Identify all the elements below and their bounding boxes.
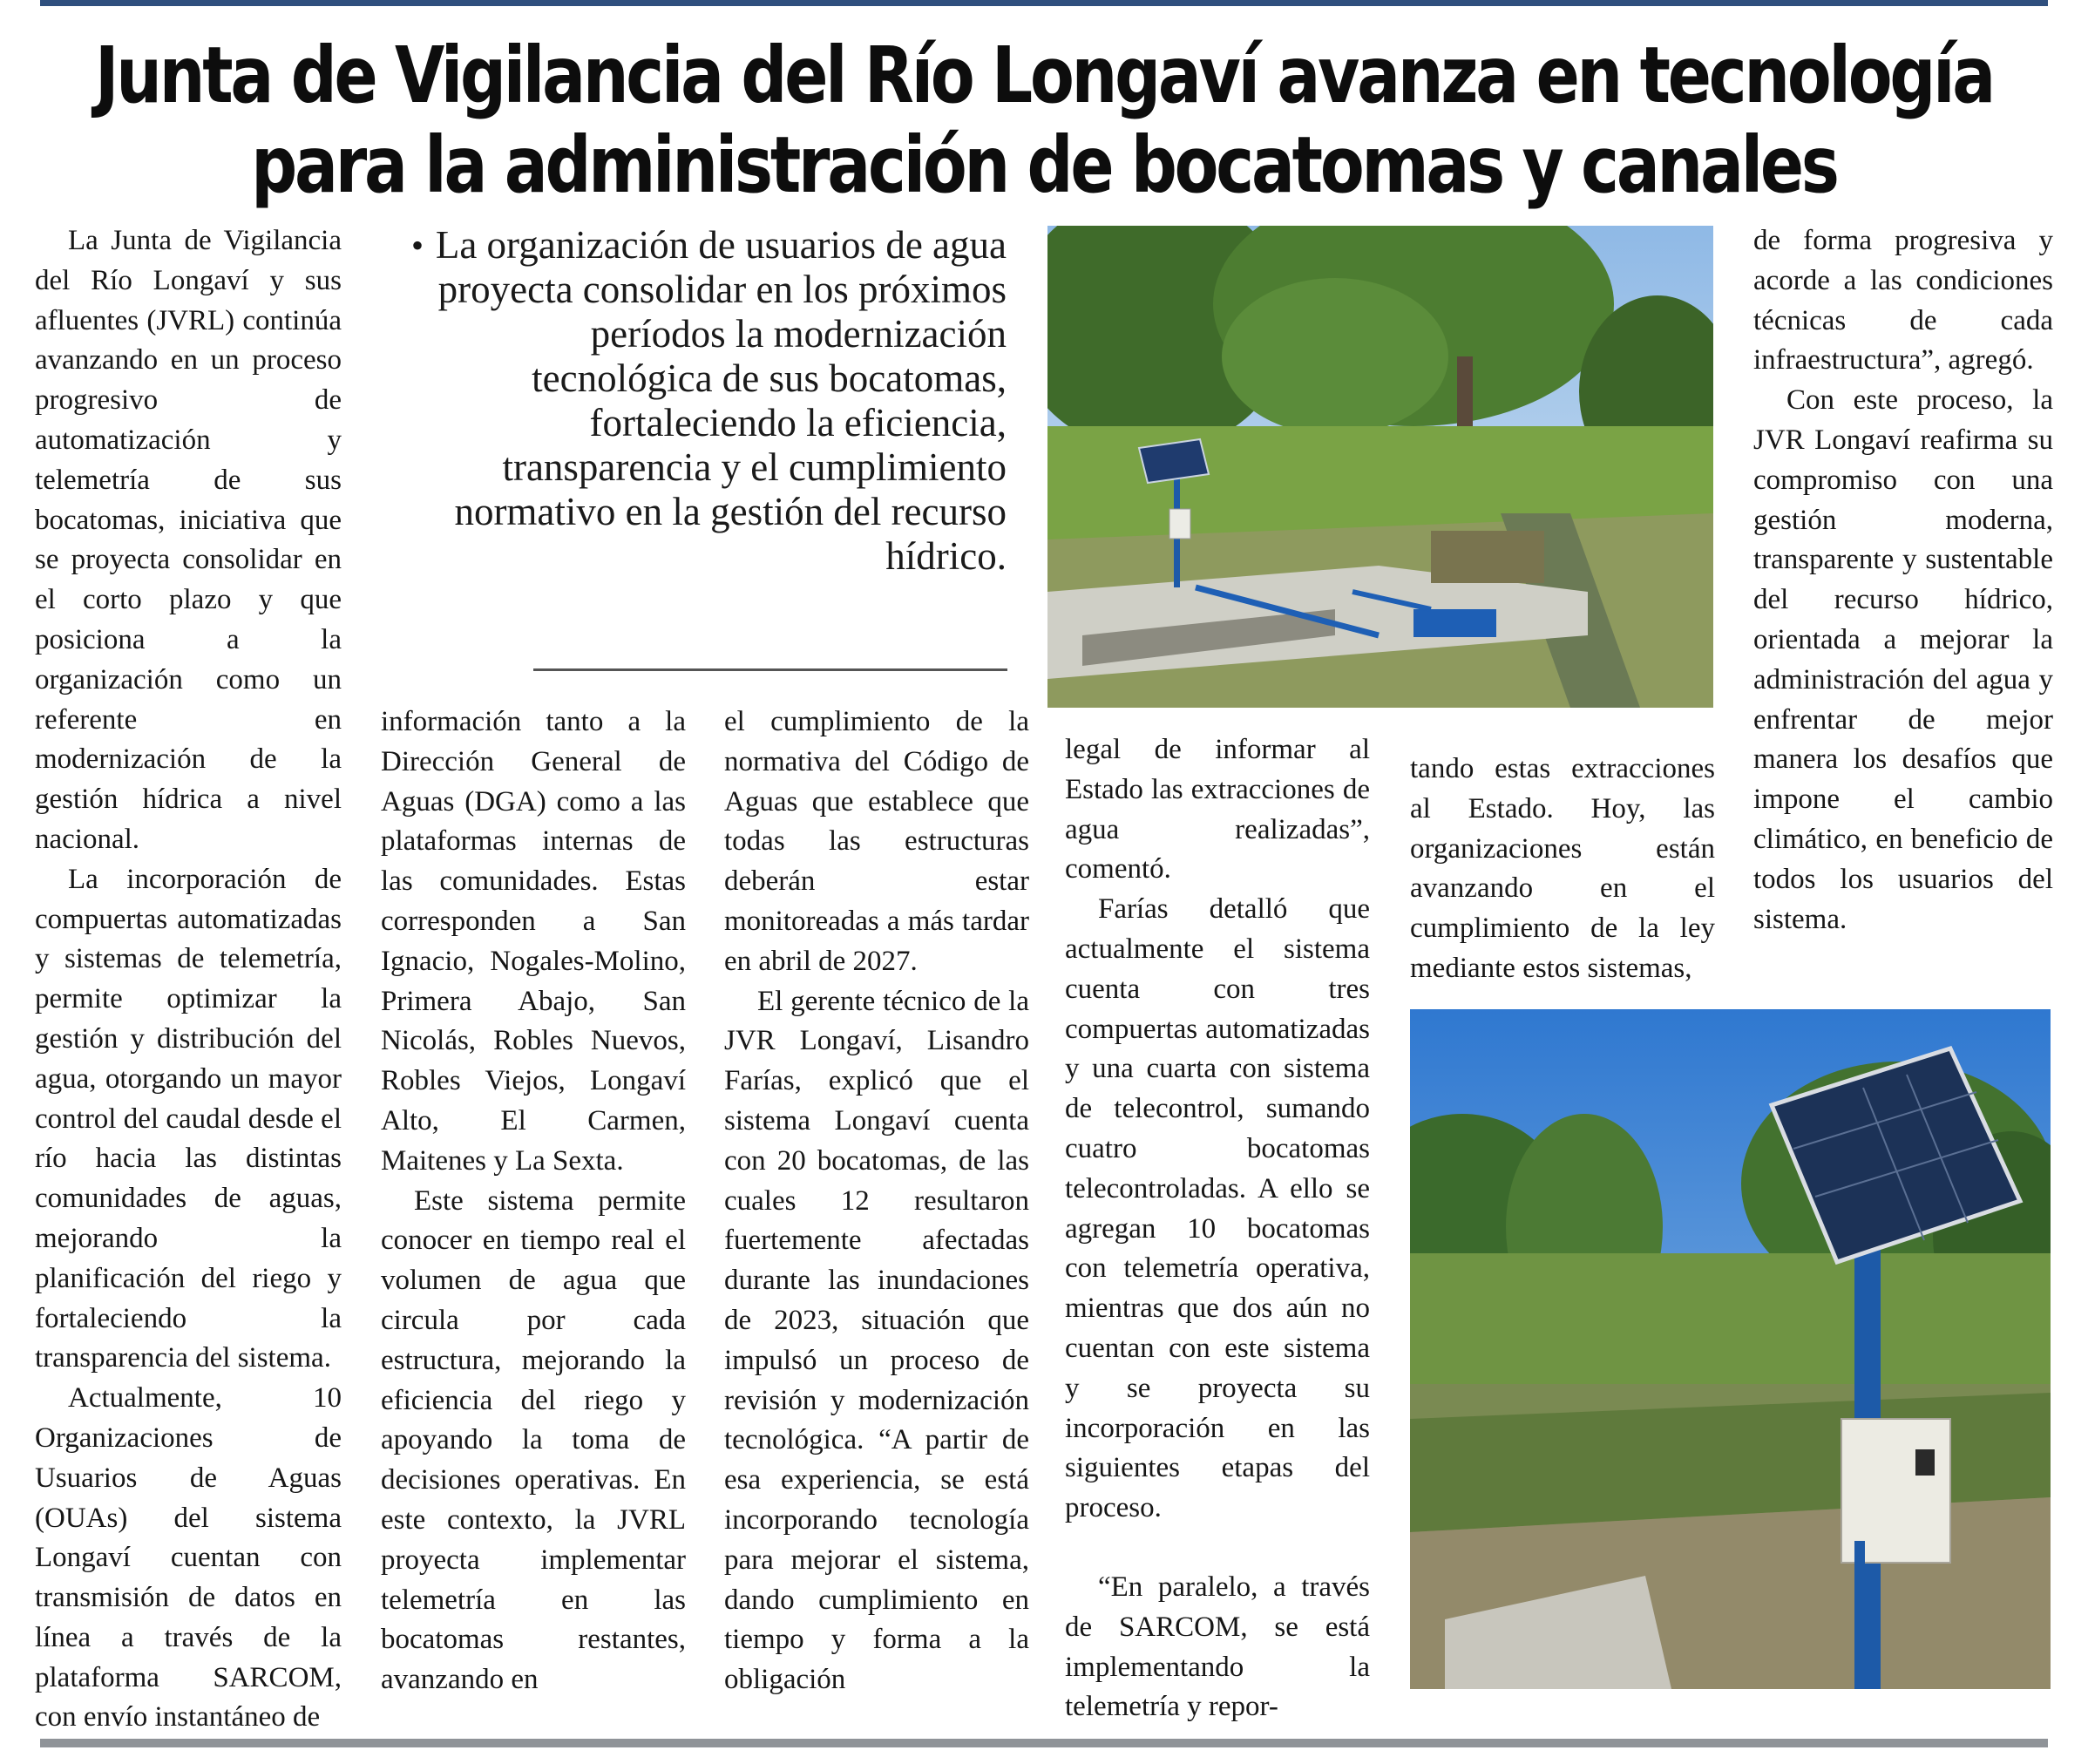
article-column-6 bbox=[1753, 221, 2053, 940]
paragraph: Actualmente, 10 Organizaciones de Usuarios de Aguas (OUAs) del sistema Longaví cuentan con transmisión de datos en línea a través de la plataforma SARCOM, con envío instantáneo de bbox=[35, 1382, 342, 1733]
headline-line-1: Junta de Vigilancia del Río Longaví avanza en tecnología bbox=[94, 31, 1994, 121]
article-column-5 bbox=[1410, 750, 1715, 989]
photo-solar-panel-canal-gates bbox=[1047, 226, 1713, 708]
article-column-3 bbox=[724, 702, 1029, 1700]
photo-solar-telemetry-station bbox=[1410, 1009, 2051, 1689]
paragraph: Este sistema permite conocer en tiempo real el volumen de agua que circula por cada estructura, mejorando la eficiencia del riego y apoyando la toma de decisiones operativas. En este contexto, la JVRL proyecta implementar telemetría en las bocatomas restantes, avanzando en bbox=[381, 1184, 686, 1696]
paragraph: El gerente técnico de la JVR Longaví, Lisandro Farías, explicó que el sistema Longaví cuenta con 20 bocatomas, de las cuales 12 resultaron fuertemente afectadas durante las inundaciones de 2023, situación que impulsó un proceso de revisión y modernización tecnológica. “A partir de esa experiencia, se está incorporando tecnología para mejorar el sistema, dando cumplimiento en tiempo y forma a la obligación bbox=[724, 985, 1029, 1696]
paragraph: Con este proceso, la JVR Longaví reafirma su compromiso con una gestión moderna, transparente y sustentable del recurso hídrico, orientada a mejorar la administración del agua y enfrentar de mejor manera los desafíos que impone el cambio climático, en beneficio de todos los usuarios del sistema. bbox=[1753, 384, 2053, 935]
paragraph: La Junta de Vigilancia del Río Longaví y sus afluentes (JVRL) continúa avanzando en un proceso progresivo de automatización y telemetría de sus bocatomas, iniciativa que se proyecta consolidar en el corto plazo y que posiciona a la organización como un referente en modernización de la gestión hídrica a nivel nacional. bbox=[35, 225, 342, 855]
paragraph: La incorporación de compuertas automatizadas y sistemas de telemetría, permite optimizar la gestión y distribución del agua, otorgando un mayor control del caudal desde el río hacia las distintas comunidades de aguas, mejorando la planificación del riego y fortaleciendo la transparencia del sistema. bbox=[35, 863, 342, 1374]
article-column-1 bbox=[35, 221, 342, 1738]
paragraph: información tanto a la Dirección General de Aguas (DGA) como a las plataformas internas de las comunidades. Estas corresponden a San Ignacio, Nogales-Molino, Primera Abajo, San Nicolás, Robles Nuevos, Robles Viejos, Longaví Alto, El Carmen, Maitenes y La Sexta. bbox=[381, 706, 686, 1177]
article-column-4 bbox=[1065, 730, 1370, 1727]
paragraph: de forma progresiva y acorde a las condiciones técnicas de cada infraestructura”, agregó. bbox=[1753, 225, 2053, 377]
pullquote: La organización de usuarios de agua proyecta consolidar en los próximos períodos la modernización tecnológica de sus bocatomas, fortaleciendo la eficiencia, transparencia y el cumplimiento normativo en la gestión del recurso hídrico. bbox=[435, 223, 1007, 578]
pullquote-divider bbox=[533, 668, 1007, 671]
paragraph: “En paralelo, a través de SARCOM, se está implementando la telemetría y repor- bbox=[1065, 1571, 1370, 1723]
pullquote-bullet: • bbox=[411, 226, 424, 265]
paragraph: Farías detalló que actualmente el sistema cuenta con tres compuertas automatizadas y una cuarta con sistema de telecontrol, sumando cuatro bocatomas telecontroladas. A ello se agregan 10 bocatomas con telemetría operativa, mientras que dos aún no cuentan con este sistema y se proyecta su incorporación en las siguientes etapas del proceso. bbox=[1065, 893, 1370, 1524]
headline-line-2: para la administración de bocatomas y canales bbox=[251, 120, 1837, 211]
paragraph: el cumplimiento de la normativa del Código de Aguas que establece que todas las estructuras deberán estar monitoreadas a más tardar en abril de 2027. bbox=[724, 706, 1029, 977]
article-column-2 bbox=[381, 702, 686, 1700]
paragraph: legal de informar al Estado las extracciones de agua realizadas”, comentó. bbox=[1065, 734, 1370, 885]
bottom-rule bbox=[40, 1739, 2048, 1747]
top-rule bbox=[40, 0, 2048, 6]
paragraph: tando estas extracciones al Estado. Hoy, las organizaciones están avanzando en el cumplimiento de la ley mediante estos sistemas, bbox=[1410, 753, 1715, 984]
